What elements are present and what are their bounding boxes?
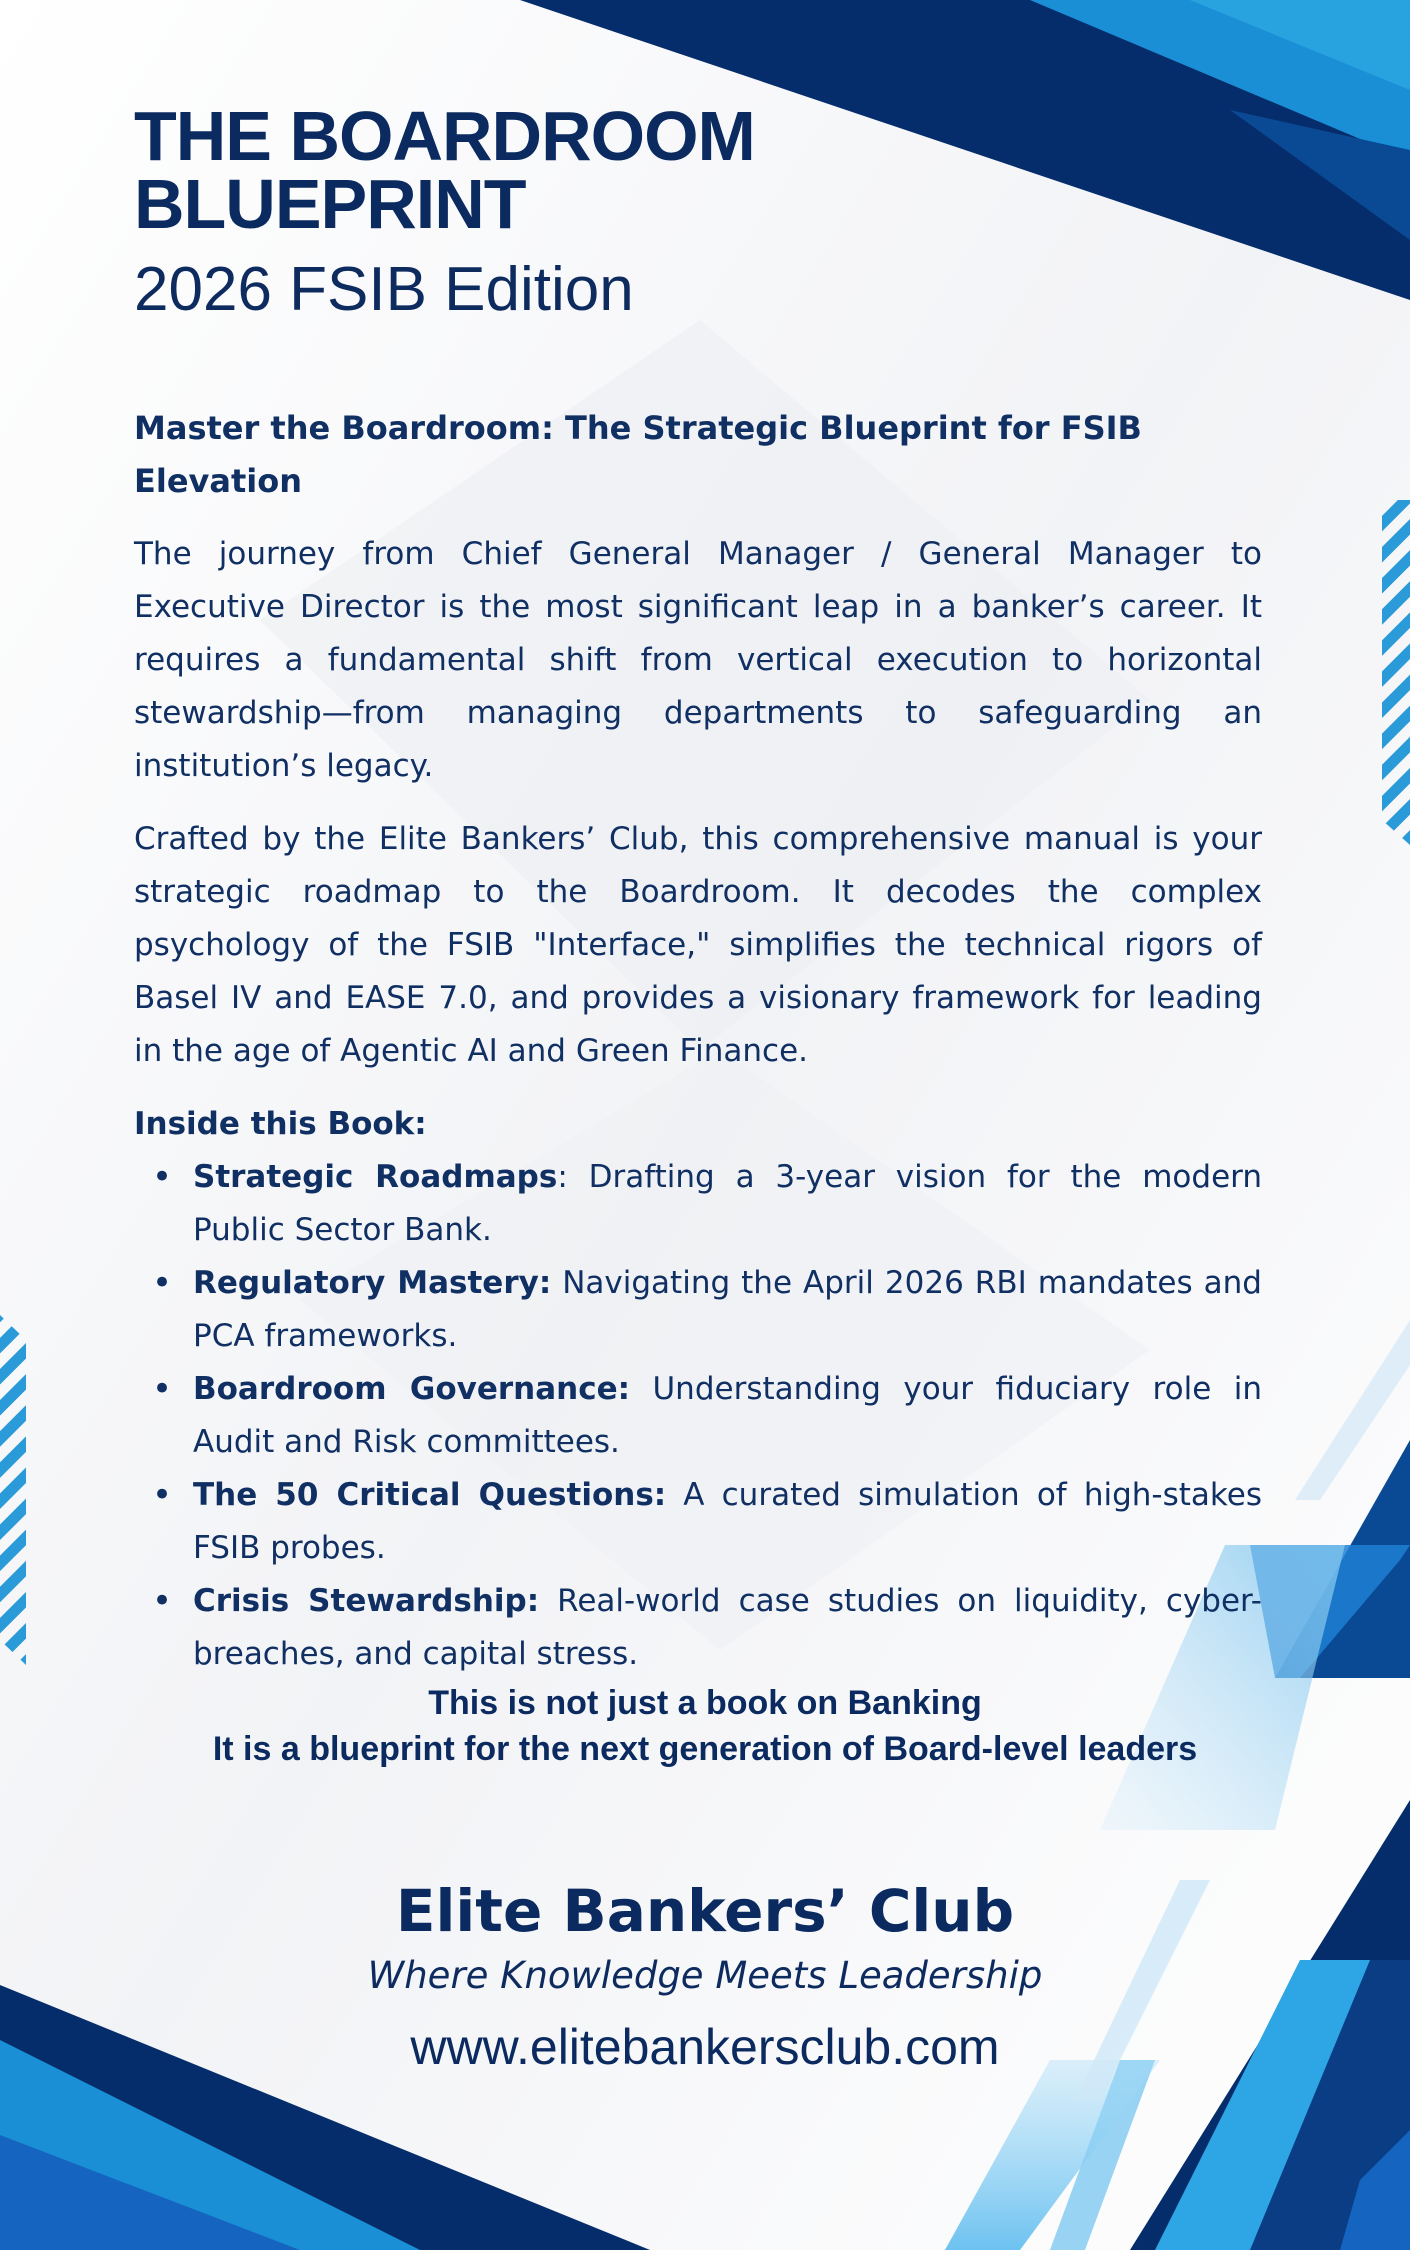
bullet-icon: • xyxy=(152,1475,173,1515)
tagline-line-2: It is a blueprint for the next generation of Board-level leaders xyxy=(212,1730,1198,1768)
feature-text: Understanding your fiduciary role in Audit and Risk committees. xyxy=(193,1371,1262,1460)
tagline-line-1: This is not just a book on Banking xyxy=(428,1684,982,1722)
publisher-motto: Where Knowledge Meets Leadership xyxy=(367,1954,1043,1997)
feature-label: Crisis Stewardship: xyxy=(193,1583,540,1619)
edition-subtitle: 2026 FSIB Edition xyxy=(134,255,634,324)
intro-paragraph-2: Crafted by the Elite Bankers’ Club, this comprehensive manual is your strategic roadmap to the Boardroom. It decodes the complex psychology of the FSIB "Interface," simplifies the technical rigors of Basel IV and EASE 7.0, and provides a visionary framework for leading in the age of Agentic AI and Green Finance. xyxy=(134,821,1262,1069)
list-item xyxy=(134,1363,1262,1469)
striped-band-right xyxy=(1382,500,1410,845)
feature-label: Boardroom Governance: xyxy=(193,1371,631,1407)
feature-text: A curated simulation of high-stakes FSIB probes. xyxy=(193,1477,1262,1566)
lead-heading: Master the Boardroom: The Strategic Blueprint for FSIB Elevation xyxy=(134,409,1142,500)
feature-text: Real-world case studies on liquidity, cyber-breaches, and capital stress. xyxy=(193,1583,1262,1672)
bullet-icon: • xyxy=(152,1581,173,1621)
list-item xyxy=(134,1469,1262,1575)
bullet-icon: • xyxy=(152,1157,173,1197)
feature-text: Navigating the April 2026 RBI mandates and PCA frameworks. xyxy=(193,1265,1262,1354)
publisher-name: Elite Bankers’ Club xyxy=(395,1877,1015,1945)
inside-book-heading: Inside this Book: xyxy=(134,1106,427,1142)
closing-tagline xyxy=(0,1680,1410,1772)
back-cover-body xyxy=(134,402,1262,1681)
feature-label: Strategic Roadmaps xyxy=(193,1159,558,1195)
feature-text: : Drafting a 3-year vision for the modern Public Sector Bank. xyxy=(193,1159,1262,1248)
list-item xyxy=(134,1257,1262,1363)
intro-paragraph-1: The journey from Chief General Manager / General Manager to Executive Director is the most significant leap in a banker’s career. It requires a fundamental shift from vertical execution to horizontal stewardship—from managing departments to safeguarding an institution’s legacy. xyxy=(134,536,1262,784)
book-title: THE BOARDROOM BLUEPRINT xyxy=(134,97,755,243)
feature-list xyxy=(134,1151,1262,1681)
striped-band-left xyxy=(0,1315,26,1665)
bullet-icon: • xyxy=(152,1263,173,1303)
list-item xyxy=(134,1151,1262,1257)
bullet-icon: • xyxy=(152,1369,173,1409)
list-item xyxy=(134,1575,1262,1681)
publisher-website-link[interactable]: www.elitebankersclub.com xyxy=(410,2019,1000,2075)
feature-label: The 50 Critical Questions: xyxy=(193,1477,667,1513)
feature-label: Regulatory Mastery: xyxy=(193,1265,552,1301)
